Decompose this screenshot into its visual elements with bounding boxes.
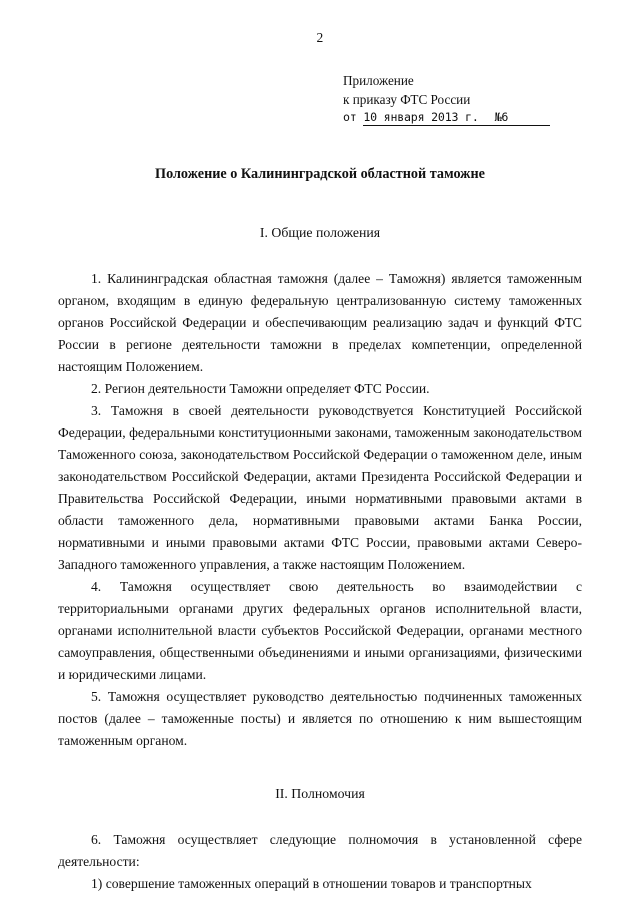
- appendix-block: [343, 72, 582, 126]
- appendix-line-1: Приложение: [343, 73, 414, 88]
- appendix-date-prefix: от: [343, 110, 364, 125]
- paragraph-1: 1. Калининградская областная таможня (далее – Таможня) является таможенным органом, входящим в единую федеральную централизованную систему таможенных органов Российской Федерации и обеспечивающим реализацию задач и функций ФТС России в регионе деятельности таможни в пределах компетенции, определенной настоящим Положением.: [58, 270, 582, 374]
- paragraph-3: 3. Таможня в своей деятельности руководствуется Конституцией Российской Федерации, федеральными конституционными законами, таможенным законодательством Таможенного союза, законодательством Российской Федерации о таможенном деле, иным законодательством Российской Федерации, актами Президента Российской Федерации и Правительства Российской Федерации, иными нормативными правовыми актами в области таможенного дела, нормативными правовыми актами Банка России, нормативными и иными правовыми актами ФТС России, правовыми актами Северо-Западного таможенного управления, а также настоящим Положением.: [58, 403, 582, 573]
- section-heading-1: I. Общие положения: [259, 224, 381, 240]
- paragraph-6-item-1: 1) совершение таможенных операций в отношении товаров и транспортных: [91, 876, 532, 892]
- paragraph-2: 2. Регион деятельности Таможни определяет ФТС России.: [91, 381, 430, 396]
- paragraph-4: 4. Таможня осуществляет свою деятельность во взаимодействии с территориальными органами других федеральных органов исполнительной власти, органами исполнительной власти субъектов Российской Федерации, органами местного самоуправления, общественными объединениями и иными организациями, физическими и юридическими лицами.: [58, 579, 582, 683]
- appendix-line-3: [343, 109, 582, 125]
- page-number: 2: [316, 30, 324, 45]
- appendix-line-2: к приказу ФТС России: [343, 91, 471, 107]
- appendix-date: 10 января 2013 г.: [363, 110, 479, 125]
- document-title: Положение о Калининградской областной таможне: [155, 165, 485, 182]
- appendix-number: №6: [479, 110, 551, 126]
- section-heading-2: II. Полномочия: [275, 786, 365, 802]
- paragraph-6: 6. Таможня осуществляет следующие полномочия в установленной сфере деятельности:: [58, 832, 582, 870]
- paragraph-5: 5. Таможня осуществляет руководство деятельностью подчиненных таможенных постов (далее – таможенные посты) и является по отношению к ним вышестоящим таможенным органом.: [58, 689, 582, 749]
